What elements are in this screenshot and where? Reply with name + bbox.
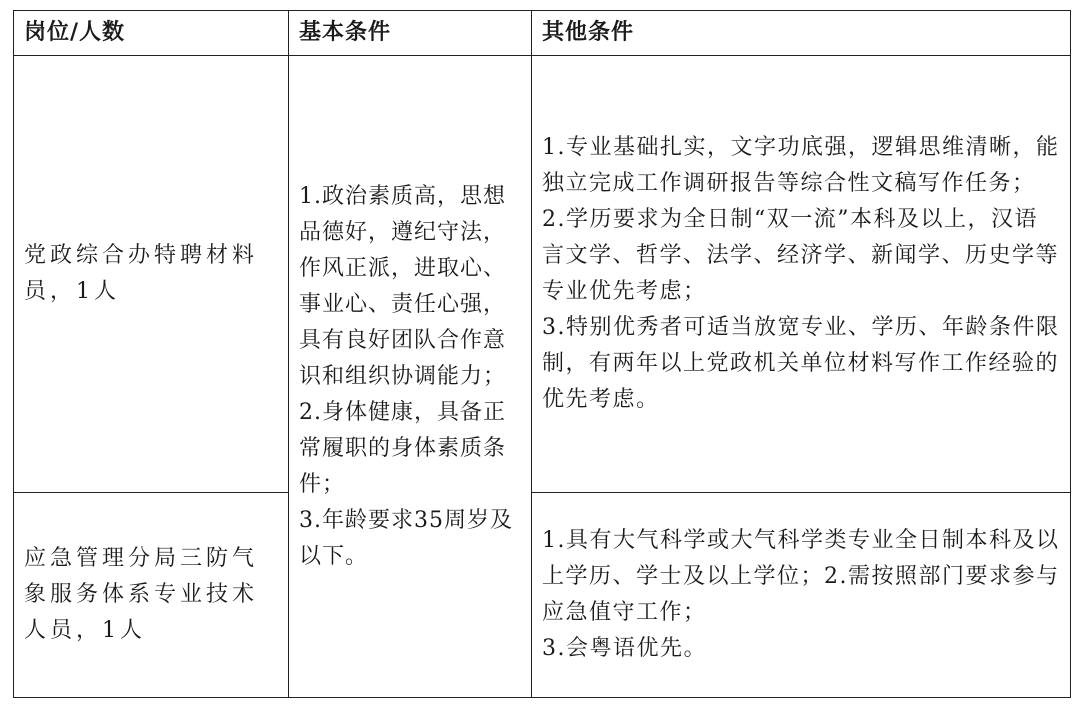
position-text: 党政综合办特聘材料员，1人 <box>24 243 259 304</box>
position-cell <box>14 56 289 493</box>
header-position: 岗位/人数 <box>14 11 289 56</box>
other-condition-item: 1.具有大气科学或大气科学类专业全日制本科及以上学历、学士及以上学位；2.需按照部门要求参与应急值守工作； <box>542 528 1060 625</box>
table-row <box>14 56 1071 493</box>
requirements-table <box>13 10 1071 698</box>
position-text: 应急管理分局三防气象服务体系专业技术人员，1人 <box>24 546 259 643</box>
other-condition-item: 1.专业基础扎实，文字功底强，逻辑思维清晰，能独立完成工作调研报告等综合性文稿写作任务； <box>542 135 1060 196</box>
other-conditions-cell <box>532 493 1071 698</box>
basic-condition-item: 3.年龄要求35周岁及以下。 <box>299 507 513 569</box>
table-row <box>14 493 1071 698</box>
basic-condition-item: 2.身体健康，具备正常履职的身体素质条件； <box>299 399 507 497</box>
basic-conditions-cell <box>289 56 532 698</box>
position-cell <box>14 493 289 698</box>
basic-condition-item: 1.政治素质高，思想品德好，遵纪守法，作风正派，进取心、事业心、责任心强，具有良好团队合作意识和组织协调能力； <box>299 183 507 389</box>
other-condition-item: 2.学历要求为全日制“双一流”本科及以上，汉语言文学、哲学、法学、经济学、新闻学、历史学等专业优先考虑； <box>542 207 1060 304</box>
other-condition-item: 3.特别优秀者可适当放宽专业、学历、年龄条件限制，有两年以上党政机关单位材料写作工作经验的优先考虑。 <box>542 315 1060 412</box>
other-condition-item: 3.会粤语优先。 <box>542 636 707 661</box>
header-basic-conditions: 基本条件 <box>289 11 532 56</box>
header-other-conditions: 其他条件 <box>532 11 1071 56</box>
table-header-row <box>14 11 1071 56</box>
other-conditions-cell <box>532 56 1071 493</box>
